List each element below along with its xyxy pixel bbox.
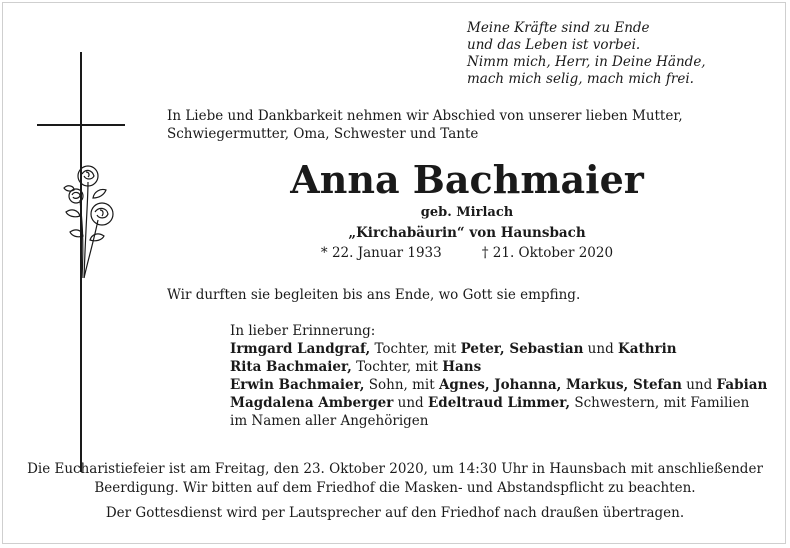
nickname: „Kirchabäurin“ von Haunsbach: [348, 225, 586, 241]
mourner-line: [230, 358, 780, 376]
intro-text: [167, 107, 727, 143]
service-line: Die Eucharistiefeier ist am Freitag, den 23. Oktober 2020, um 14:30 Uhr in Haunsbach mit anschließender: [27, 461, 763, 477]
poem-line: Meine Kräfte sind zu Ende: [467, 20, 650, 36]
roses-icon: [58, 160, 128, 280]
mourner-line: [230, 376, 780, 394]
mourners-list: [230, 322, 780, 430]
mourner-line: [230, 394, 780, 412]
mourner-name: Rita Bachmaier,: [230, 359, 352, 375]
poem: [467, 20, 777, 88]
family-names: Peter, Sebastian: [460, 341, 584, 357]
birth-date: * 22. Januar 1933: [320, 245, 442, 261]
relation-text: Schwestern, mit Familien: [570, 395, 750, 411]
deceased-name: Anna Bachmaier: [290, 157, 644, 202]
mourner-name: Magdalena Amberger: [230, 395, 394, 411]
family-names: Agnes, Johanna, Markus, Stefan: [438, 377, 682, 393]
birth-name: geb. Mirlach: [420, 205, 514, 220]
service-line: Der Gottesdienst wird per Lautsprecher auf den Friedhof nach draußen übertragen.: [105, 505, 685, 521]
family-names: Hans: [442, 359, 482, 375]
conjunction: und: [681, 377, 717, 393]
mourner-line: [230, 340, 780, 358]
intro-line: Schwiegermutter, Oma, Schwester und Tante: [167, 126, 479, 142]
intro-line: In Liebe und Dankbarkeit nehmen wir Abschied von unserer lieben Mutter,: [167, 108, 683, 124]
farewell-sentence: Wir durften sie begleiten bis ans Ende, wo Gott sie empfing.: [167, 287, 581, 303]
family-names: Kathrin: [618, 341, 677, 357]
mourner-name: Erwin Bachmaier,: [230, 377, 365, 393]
conjunction: und: [583, 341, 619, 357]
family-names: Fabian: [716, 377, 768, 393]
relation-text: Tochter, mit: [370, 341, 461, 357]
mourner-name: Irmgard Landgraf,: [230, 341, 371, 357]
life-dates: [167, 244, 767, 262]
death-date: † 21. Oktober 2020: [481, 245, 614, 261]
poem-line: Nimm mich, Herr, in Deine Hände,: [467, 54, 706, 70]
relation-text: Tochter, mit: [351, 359, 443, 375]
service-info: [10, 460, 780, 523]
memory-closing: im Namen aller Angehörigen: [230, 413, 429, 429]
service-line: Beerdigung. Wir bitten auf dem Friedhof die Masken- und Abstandspflicht zu beachten.: [94, 480, 696, 496]
relation-text: Sohn, mit: [364, 377, 439, 393]
poem-line: mach mich selig, mach mich frei.: [467, 71, 694, 87]
cross-beam: [37, 124, 125, 126]
poem-line: und das Leben ist vorbei.: [467, 37, 641, 53]
mourner-name: Edeltraud Limmer,: [427, 395, 571, 411]
conjunction: und: [393, 395, 428, 411]
memory-heading: In lieber Erinnerung:: [230, 323, 376, 339]
